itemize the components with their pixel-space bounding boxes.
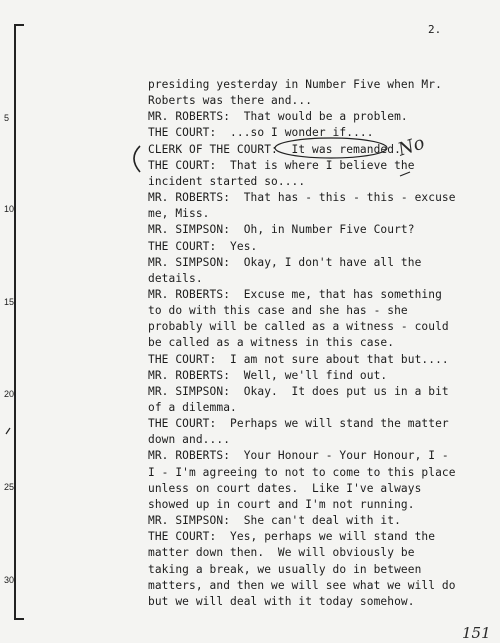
transcript-line: incident started so.... xyxy=(148,174,306,188)
transcript-line: MR. ROBERTS: Excuse me, that has something xyxy=(148,287,442,301)
margin-line-number: 30 xyxy=(4,575,15,585)
transcript-line: MR. ROBERTS: Your Honour - Your Honour, I - xyxy=(148,449,449,463)
transcript-line: THE COURT: Yes, perhaps we will stand the xyxy=(148,530,436,544)
transcript-line: but we will deal with it today somehow. xyxy=(148,594,415,608)
tick-mark xyxy=(400,172,410,176)
bracket-mark xyxy=(134,146,140,172)
transcript-line: presiding yesterday in Number Five when Mr. xyxy=(148,78,442,91)
margin-line-number: 15 xyxy=(4,297,15,307)
transcript-line: MR. SIMPSON: Okay. It does put us in a bit xyxy=(148,384,449,398)
transcript-line: probably will be called as a witness - could xyxy=(148,320,449,334)
transcript-line: THE COURT: Perhaps we will stand the matter xyxy=(148,417,449,431)
transcript-line: details. xyxy=(148,271,203,285)
transcript-line: THE COURT: I am not sure about that but.... xyxy=(148,352,449,366)
transcript-line: matters, and then we will see what we will do xyxy=(148,578,456,592)
transcript-line: of a dilemma. xyxy=(148,401,237,414)
transcript-line: me, Miss. xyxy=(148,207,210,221)
transcript-line: down and.... xyxy=(148,433,231,447)
transcript-line: MR. ROBERTS: That would be a problem. xyxy=(148,110,408,124)
page-number: 2. xyxy=(428,23,442,36)
transcript-line: unless on court dates. Like I've always xyxy=(148,481,422,495)
transcript-line: THE COURT: ...so I wonder if.... xyxy=(148,126,374,140)
slash-mark xyxy=(6,428,10,434)
margin-line-number: 10 xyxy=(4,204,15,214)
handwritten-margin-note: No xyxy=(395,132,428,161)
margin-line-number: 20 xyxy=(4,389,15,399)
transcript-line: THE COURT: Yes. xyxy=(148,239,258,253)
transcript-line: I - I'm agreeing to not to come to this place xyxy=(148,465,456,479)
transcript-line: THE COURT: That is where I believe the xyxy=(148,158,415,172)
margin-bracket xyxy=(14,24,24,620)
transcript-line: MR. ROBERTS: That has - this - this - excuse xyxy=(148,191,456,205)
margin-line-number: 5 xyxy=(4,113,10,123)
transcript-line: MR. SIMPSON: She can't deal with it. xyxy=(148,514,401,528)
transcript-line: MR. SIMPSON: Okay, I don't have all the xyxy=(148,255,422,269)
transcript-line: to do with this case and she has - she xyxy=(148,304,408,318)
transcript-line: Roberts was there and... xyxy=(148,94,313,108)
transcript-line: CLERK OF THE COURT: It was remanded. xyxy=(148,142,401,156)
transcript-line: showed up in court and I'm not running. xyxy=(148,497,415,511)
transcript-line: MR. SIMPSON: Oh, in Number Five Court? xyxy=(148,223,415,237)
transcript-line: be called as a witness in this case. xyxy=(148,336,395,350)
transcript-line: MR. ROBERTS: Well, we'll find out. xyxy=(148,368,388,382)
margin-line-number: 25 xyxy=(4,482,15,492)
transcript-line: taking a break, we usually do in between xyxy=(148,562,422,576)
handwritten-page-stamp: 151 xyxy=(462,624,491,642)
transcript-line: matter down then. We will obviously be xyxy=(148,546,415,560)
